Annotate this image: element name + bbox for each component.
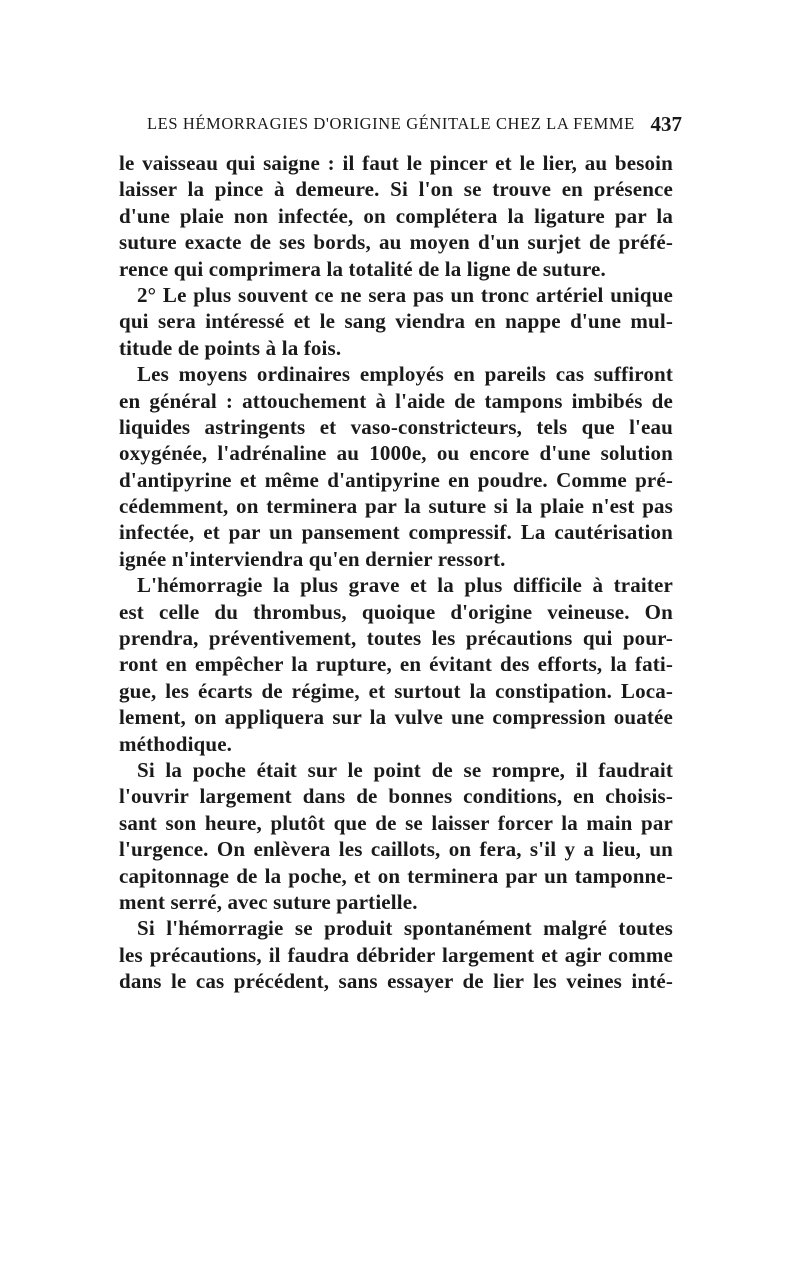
page-number: 437: [650, 112, 682, 136]
text-line: infectée, et par un pansement compressif. La cautérisation: [119, 520, 673, 545]
text-line: rence qui comprimera la totalité de la ligne de suture.: [119, 256, 606, 281]
paragraph: [119, 572, 673, 757]
text-line: d'antipyrine et même d'antipyrine en poudre. Comme pré-: [119, 467, 673, 492]
paragraph: [119, 757, 673, 915]
text-line: est celle du thrombus, quoique d'origine veineuse. On: [119, 599, 673, 624]
text-line: Les moyens ordinaires employés en pareils cas suffiront: [137, 362, 673, 387]
text-line: en général : attouchement à l'aide de tampons imbibés de: [119, 388, 673, 413]
text-line: 2° Le plus souvent ce ne sera pas un tronc artériel unique: [137, 282, 673, 307]
text-line: cédemment, on terminera par la suture si la plaie n'est pas: [119, 494, 673, 519]
paragraph: [119, 361, 673, 572]
paragraph: [119, 282, 673, 361]
text-line: Si l'hémorragie se produit spontanément malgré toutes: [137, 916, 673, 941]
text-line: ignée n'interviendra qu'en dernier ressort.: [119, 546, 506, 571]
text-line: sant son heure, plutôt que de se laisser forcer la main par: [119, 810, 673, 835]
text-line: suture exacte de ses bords, au moyen d'un surjet de préfé-: [119, 230, 673, 255]
text-line: lement, on appliquera sur la vulve une compression ouatée: [119, 705, 673, 730]
text-line: ront en empêcher la rupture, en évitant des efforts, la fati-: [119, 652, 673, 677]
body-text: [119, 150, 673, 995]
text-line: d'une plaie non infectée, on complétera la ligature par la: [119, 203, 673, 228]
text-line: le vaisseau qui saigne : il faut le pincer et le lier, au besoin: [119, 151, 673, 175]
text-line: L'hémorragie la plus grave et la plus difficile à traiter: [137, 573, 673, 598]
text-line: qui sera intéressé et le sang viendra en nappe d'une mul-: [119, 309, 673, 334]
text-line: titude de points à la fois.: [119, 335, 342, 360]
text-line: gue, les écarts de régime, et surtout la constipation. Loca-: [119, 678, 673, 703]
running-header: [147, 114, 682, 142]
text-line: Si la poche était sur le point de se rompre, il faudrait: [137, 757, 673, 782]
paragraph: [119, 150, 673, 282]
text-line: les précautions, il faudra débrider largement et agir comme: [119, 942, 673, 967]
text-line: l'ouvrir largement dans de bonnes conditions, en choisis-: [119, 784, 673, 809]
text-line: prendra, préventivement, toutes les précautions qui pour-: [119, 626, 673, 651]
text-line: capitonnage de la poche, et on terminera par un tamponne-: [119, 863, 673, 888]
running-title: LES HÉMORRAGIES D'ORIGINE GÉNITALE CHEZ LA FEMME: [147, 114, 635, 133]
text-line: oxygénée, l'adrénaline au 1000e, ou encore d'une solution: [119, 441, 673, 466]
text-line: laisser la pince à demeure. Si l'on se trouve en présence: [119, 177, 673, 202]
text-line: dans le cas précédent, sans essayer de lier les veines inté-: [119, 969, 673, 994]
text-line: méthodique.: [119, 731, 233, 756]
text-line: liquides astringents et vaso-constricteurs, tels que l'eau: [119, 414, 673, 439]
paragraph: [119, 915, 673, 994]
text-line: l'urgence. On enlèvera les caillots, on fera, s'il y a lieu, un: [119, 837, 673, 862]
text-line: ment serré, avec suture partielle.: [119, 889, 418, 914]
